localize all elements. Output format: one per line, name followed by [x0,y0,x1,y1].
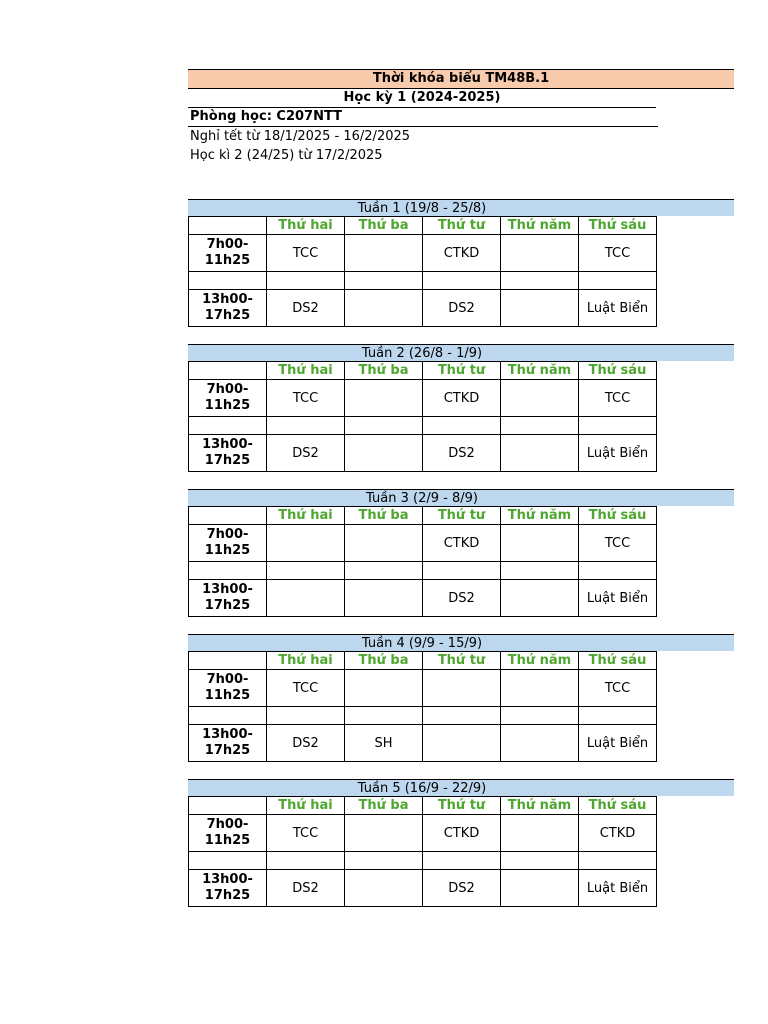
class-cell: Luật Biển [579,870,657,907]
class-cell [501,562,579,580]
time-slot-label [189,525,267,562]
class-cell [267,525,345,562]
class-cell [579,272,657,290]
time-slot-start: 7h00- [206,817,249,832]
day-header: Thứ năm [501,507,579,525]
class-cell [579,417,657,435]
class-cell [423,562,501,580]
class-cell [423,852,501,870]
day-header: Thứ ba [345,217,423,235]
class-cell: DS2 [423,580,501,617]
day-header-row [189,217,657,235]
day-header: Thứ tư [423,652,501,670]
time-slot-start: 7h00- [206,382,249,397]
day-header: Thứ năm [501,217,579,235]
table-row [189,670,657,707]
time-slot-start: 13h00- [202,727,253,742]
table-row [189,725,657,762]
class-cell: Luật Biển [579,725,657,762]
timetable [188,796,657,907]
week-title-row [188,199,734,216]
semester-label: Học kỳ 1 (2024-2025) [188,89,656,108]
class-cell [345,815,423,852]
class-cell [423,272,501,290]
week-block [188,489,734,617]
title-row [188,69,734,89]
class-cell [579,852,657,870]
class-cell: Luật Biển [579,435,657,472]
class-cell [423,417,501,435]
class-cell: CTKD [423,815,501,852]
class-cell: DS2 [267,435,345,472]
day-header: Thứ ba [345,797,423,815]
time-slot-end: 17h25 [204,888,251,903]
time-slot-start: 7h00- [206,672,249,687]
table-row [189,707,657,725]
week-title: Tuần 2 (26/8 - 1/9) [361,346,483,361]
table-row [189,235,657,272]
week-title-row [188,779,734,796]
week-title: Tuần 4 (9/9 - 15/9) [361,636,483,651]
day-header-row [189,797,657,815]
class-cell [423,725,501,762]
day-header: Thứ sáu [579,217,657,235]
week-block [188,634,734,762]
week-title-row [188,344,734,361]
time-slot-label [189,290,267,327]
time-slot-start: 13h00- [202,292,253,307]
class-cell [345,417,423,435]
time-slot-label [189,272,267,290]
class-cell [267,707,345,725]
class-cell [501,852,579,870]
time-slot-end: 11h25 [204,253,251,268]
time-slot-end: 11h25 [204,833,251,848]
class-cell [345,580,423,617]
time-slot-label [189,725,267,762]
time-slot-start: 13h00- [202,872,253,887]
day-header: Thứ năm [501,797,579,815]
table-row [189,290,657,327]
class-cell: CTKD [423,235,501,272]
time-slot-end: 17h25 [204,598,251,613]
class-cell: TCC [267,235,345,272]
day-header: Thứ tư [423,507,501,525]
class-cell [345,852,423,870]
corner-cell [189,362,267,380]
class-cell [501,725,579,762]
time-slot-end: 17h25 [204,743,251,758]
schedule-title: Thời khóa biểu TM48B.1 [372,71,550,86]
class-cell [345,562,423,580]
time-slot-start: 7h00- [206,237,249,252]
time-slot-label [189,580,267,617]
class-cell: CTKD [423,380,501,417]
class-cell: TCC [267,670,345,707]
time-slot-label [189,670,267,707]
class-cell [501,870,579,907]
corner-cell [189,217,267,235]
class-cell [345,870,423,907]
time-slot-label [189,852,267,870]
class-cell: TCC [267,815,345,852]
table-row [189,815,657,852]
day-header: Thứ hai [267,507,345,525]
day-header: Thứ sáu [579,507,657,525]
class-cell [501,525,579,562]
class-cell: TCC [579,670,657,707]
week-title-row [188,634,734,651]
class-cell [423,707,501,725]
table-row [189,852,657,870]
time-slot-start: 13h00- [202,437,253,452]
time-slot-label [189,562,267,580]
class-cell: DS2 [423,870,501,907]
time-slot-end: 11h25 [204,543,251,558]
tet-holiday-note: Nghỉ tết từ 18/1/2025 - 16/2/2025 [190,129,411,144]
class-cell: SH [345,725,423,762]
timetable [188,361,657,472]
class-cell: DS2 [423,435,501,472]
weekly-timetables [188,199,734,924]
class-cell: Luật Biển [579,290,657,327]
time-slot-label [189,870,267,907]
corner-cell [189,797,267,815]
class-cell [345,525,423,562]
day-header: Thứ năm [501,362,579,380]
class-cell [267,417,345,435]
table-row [189,435,657,472]
class-cell: CTKD [579,815,657,852]
class-cell [501,815,579,852]
class-cell [423,670,501,707]
day-header-row [189,507,657,525]
class-cell: TCC [579,525,657,562]
class-cell [267,272,345,290]
time-slot-label [189,435,267,472]
table-row [189,870,657,907]
table-row [189,525,657,562]
class-cell: DS2 [267,725,345,762]
class-cell [345,380,423,417]
time-slot-label [189,235,267,272]
day-header: Thứ sáu [579,362,657,380]
class-cell [345,272,423,290]
class-cell: CTKD [423,525,501,562]
class-cell [501,272,579,290]
semester-2-note: Học kì 2 (24/25) từ 17/2/2025 [190,148,383,163]
timetable [188,651,657,762]
class-cell [579,707,657,725]
day-header: Thứ tư [423,362,501,380]
week-title: Tuần 5 (16/9 - 22/9) [357,781,487,796]
class-cell [345,670,423,707]
week-block [188,199,734,327]
class-cell: TCC [579,235,657,272]
week-title: Tuần 3 (2/9 - 8/9) [366,491,478,506]
class-cell: Luật Biển [579,580,657,617]
time-slot-start: 7h00- [206,527,249,542]
class-cell [501,380,579,417]
room-label: Phòng học: C207NTT [188,108,658,127]
timetable [188,506,657,617]
corner-cell [189,652,267,670]
time-slot-label [189,815,267,852]
class-cell [579,562,657,580]
time-slot-label [189,417,267,435]
class-cell [501,707,579,725]
class-cell [501,417,579,435]
day-header: Thứ ba [345,362,423,380]
class-cell [345,435,423,472]
day-header: Thứ sáu [579,652,657,670]
day-header: Thứ hai [267,652,345,670]
day-header-row [189,652,657,670]
class-cell [501,670,579,707]
week-title: Tuần 1 (19/8 - 25/8) [357,201,487,216]
week-block [188,344,734,472]
table-row [189,562,657,580]
class-cell: DS2 [267,290,345,327]
time-slot-end: 17h25 [204,453,251,468]
class-cell [501,580,579,617]
time-slot-end: 17h25 [204,308,251,323]
class-cell [501,435,579,472]
class-cell: TCC [267,380,345,417]
day-header: Thứ tư [423,217,501,235]
timetable [188,216,657,327]
class-cell: DS2 [267,870,345,907]
schedule-header [188,69,734,165]
class-cell [501,290,579,327]
table-row [189,380,657,417]
class-cell [345,707,423,725]
day-header-row [189,362,657,380]
class-cell [267,562,345,580]
class-cell [501,235,579,272]
day-header: Thứ hai [267,217,345,235]
day-header: Thứ hai [267,797,345,815]
day-header: Thứ ba [345,507,423,525]
table-row [189,417,657,435]
table-row [189,580,657,617]
day-header: Thứ năm [501,652,579,670]
class-cell [267,852,345,870]
day-header: Thứ sáu [579,797,657,815]
week-title-row [188,489,734,506]
time-slot-end: 11h25 [204,398,251,413]
time-slot-label [189,380,267,417]
day-header: Thứ ba [345,652,423,670]
class-cell [345,235,423,272]
day-header: Thứ hai [267,362,345,380]
class-cell: TCC [579,380,657,417]
day-header: Thứ tư [423,797,501,815]
class-cell: DS2 [423,290,501,327]
corner-cell [189,507,267,525]
week-block [188,779,734,907]
time-slot-start: 13h00- [202,582,253,597]
class-cell [267,580,345,617]
time-slot-end: 11h25 [204,688,251,703]
time-slot-label [189,707,267,725]
table-row [189,272,657,290]
class-cell [345,290,423,327]
